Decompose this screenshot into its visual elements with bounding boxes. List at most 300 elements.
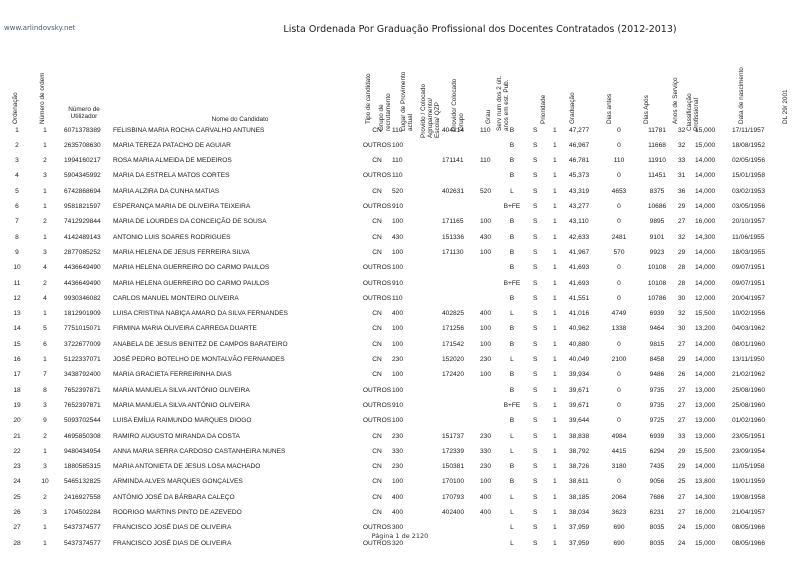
cell-dias-apos: 6939 (649, 310, 665, 318)
header-grupo-line1: Grupo de (378, 104, 385, 131)
cell-serv: S (533, 172, 538, 180)
header-numero-utilizador-line2: Utilizador (70, 113, 98, 120)
cell-graduacao: 38,838 (569, 432, 590, 440)
cell-nome: ESPERANÇA MARIA DE OLIVEIRA TEIXEIRA (113, 203, 251, 210)
cell-tipo: OUTROS (362, 172, 392, 180)
cell-dias-antes: 0 (617, 264, 621, 272)
cell-graduacao: 41,967 (569, 248, 590, 256)
cell-dias-apos: 11451 (648, 172, 666, 180)
header-tipo: Tipo de candidato (365, 73, 372, 124)
cell-data-nascimento: 19/08/1958 (732, 493, 766, 501)
cell-grau: B (509, 478, 515, 486)
site-url: www.arlindovsky.net (4, 24, 76, 32)
cell-prioridade: 1 (553, 463, 557, 471)
cell-tipo: OUTROS (362, 417, 392, 425)
cell-numero-ordem: 1 (43, 187, 47, 195)
cell-serv: S (533, 524, 538, 532)
cell-graduacao: 41,016 (569, 310, 590, 318)
cell-classificacao: 16,000 (695, 218, 716, 226)
cell-anos-servico: 27 (678, 401, 686, 409)
cell-classificacao: 14,000 (695, 279, 716, 287)
cell-nome: MARIA DE LOURDES DA CONCEIÇÃO DE SOUSA (113, 218, 267, 226)
cell-tipo: CN (372, 463, 382, 471)
cell-grupo: 430 (392, 233, 404, 241)
cell-dias-antes: 0 (617, 172, 621, 180)
cell-grupo: 300 (392, 524, 404, 532)
cell-prioridade: 1 (553, 203, 557, 210)
table-row (0, 402, 800, 417)
cell-serv: S (533, 187, 538, 195)
cell-dias-apos: 9735 (649, 386, 665, 394)
cell-provido-grupo: 230 (480, 463, 492, 471)
cell-graduacao: 41,551 (569, 294, 590, 302)
cell-ordenacao: 25 (13, 493, 21, 501)
cell-graduacao: 37,959 (569, 524, 590, 532)
cell-grau: B (509, 340, 515, 348)
cell-provido-grupo: 520 (480, 187, 492, 195)
cell-data-nascimento: 21/02/1962 (732, 371, 766, 379)
cell-ordenacao: 4 (15, 172, 19, 180)
cell-tipo: OUTROS (362, 401, 392, 409)
cell-nome: FELISBINA MARIA ROCHA CARVALHO ANTUNES (113, 126, 265, 134)
cell-ordenacao: 16 (13, 356, 21, 363)
cell-prioridade: 1 (553, 248, 557, 256)
cell-grupo: 100 (392, 218, 404, 226)
cell-tipo: OUTROS (362, 386, 392, 394)
cell-tipo: OUTROS (362, 524, 392, 532)
cell-numero-ordem: 1 (43, 310, 47, 318)
header-serv-line1: Serv num dos 2 últ. (496, 75, 503, 131)
cell-prioridade: 1 (553, 524, 557, 532)
cell-serv: S (533, 386, 538, 394)
cell-data-nascimento: 25/08/1960 (732, 401, 766, 409)
cell-nome: ANTONIO LUIS SOARES RODRIGUES (113, 233, 231, 241)
cell-tipo: CN (372, 310, 382, 318)
cell-tipo: CN (372, 356, 382, 363)
cell-numero-utilizador: 6742868694 (64, 187, 101, 195)
cell-grupo: 100 (392, 325, 404, 333)
cell-prioridade: 1 (553, 401, 557, 409)
cell-numero-ordem: 3 (43, 463, 47, 471)
cell-dias-apos: 8458 (649, 356, 665, 363)
cell-data-nascimento: 21/04/1957 (732, 509, 766, 516)
cell-anos-servico: 29 (678, 447, 686, 455)
cell-dias-apos: 10108 (647, 279, 667, 287)
cell-tipo: CN (372, 233, 382, 241)
cell-data-nascimento: 01/02/1960 (732, 417, 766, 425)
cell-serv: S (533, 356, 538, 363)
cell-dias-apos: 9735 (649, 401, 665, 409)
cell-provido-grupo: 230 (480, 432, 492, 440)
cell-classificacao: 14,000 (695, 340, 716, 348)
cell-numero-utilizador: 7652397871 (64, 386, 101, 394)
cell-numero-utilizador: 2635708630 (64, 141, 101, 149)
cell-numero-utilizador: 6071378389 (64, 126, 101, 134)
cell-classificacao: 12,000 (695, 294, 716, 302)
cell-ordenacao: 23 (13, 463, 21, 471)
cell-prioridade: 1 (553, 218, 557, 226)
cell-dias-antes: 2100 (611, 356, 627, 363)
cell-data-nascimento: 08/05/1966 (732, 539, 766, 547)
cell-anos-servico: 27 (678, 386, 686, 394)
table-row (0, 218, 800, 233)
cell-grau: B (509, 463, 515, 471)
cell-grupo: 100 (392, 478, 404, 486)
cell-data-nascimento: 11/05/1958 (732, 463, 765, 471)
cell-provido-grupo: 400 (480, 310, 492, 318)
table-row (0, 172, 800, 187)
cell-provido-grupo: 100 (480, 340, 492, 348)
cell-grau: B (509, 371, 515, 379)
cell-classificacao: 14,000 (695, 187, 716, 195)
header-numero-ordem: Número de ordem (39, 72, 46, 124)
cell-numero-ordem: 3 (43, 401, 47, 409)
cell-nome: FRANCISCO JOSÉ DIAS DE OLIVEIRA (113, 524, 232, 532)
cell-grau: L (510, 539, 514, 547)
cell-anos-servico: 27 (678, 340, 686, 348)
cell-dias-antes: 0 (617, 478, 621, 486)
cell-dias-antes: 0 (617, 417, 621, 425)
cell-numero-utilizador: 1704502284 (64, 509, 101, 516)
cell-anos-servico: 33 (678, 432, 686, 440)
cell-tipo: CN (372, 325, 382, 333)
cell-nome: ANTÓNIO JOSÉ DA BÁRBARA CALEÇO (113, 493, 235, 501)
cell-ordenacao: 15 (13, 340, 21, 348)
cell-dias-antes: 4749 (611, 310, 627, 318)
cell-provido-agrupamento: 151737 (442, 432, 465, 440)
cell-provido-agrupamento: 171141 (442, 157, 464, 165)
cell-graduacao: 42,633 (569, 233, 590, 241)
cell-grupo: 400 (392, 310, 404, 318)
table-row (0, 341, 800, 356)
cell-serv: S (533, 417, 538, 425)
cell-ordenacao: 3 (15, 157, 19, 165)
cell-classificacao: 15,500 (695, 447, 716, 455)
cell-numero-utilizador: 1812901909 (64, 310, 101, 318)
header-ordenacao: Ordenação (12, 92, 19, 124)
cell-tipo: CN (372, 478, 382, 486)
header-grupo-line2: recrutamento (385, 93, 392, 131)
cell-serv: S (533, 340, 538, 348)
cell-grupo: 100 (392, 386, 404, 394)
cell-dias-antes: 1338 (611, 325, 627, 333)
cell-serv: S (533, 141, 538, 149)
cell-dias-apos: 10108 (647, 264, 667, 272)
cell-tipo: OUTROS (362, 279, 392, 287)
cell-dias-antes: 4984 (611, 432, 627, 440)
cell-graduacao: 39,671 (569, 401, 590, 409)
cell-nome: RODRIGO MARTINS PINTO DE AZEVEDO (113, 509, 242, 516)
cell-dias-apos: 9895 (649, 218, 665, 226)
cell-dias-antes: 4653 (611, 187, 627, 195)
cell-classificacao: 13,000 (695, 386, 716, 394)
header-classificacao (686, 93, 700, 131)
cell-provido-agrupamento: 170100 (442, 478, 465, 486)
cell-ordenacao: 1 (15, 126, 19, 134)
cell-grupo: 330 (392, 447, 404, 455)
cell-tipo: OUTROS (362, 264, 392, 272)
cell-grupo: 100 (392, 264, 404, 272)
cell-anos-servico: 28 (678, 279, 686, 287)
cell-serv: S (533, 248, 538, 256)
cell-grau: B (509, 248, 515, 256)
cell-grau: L (510, 432, 514, 440)
cell-prioridade: 1 (553, 340, 557, 348)
cell-data-nascimento: 20/10/1957 (732, 218, 766, 226)
cell-dias-antes: 0 (617, 294, 621, 302)
cell-dias-apos: 9101 (649, 233, 665, 241)
cell-grau: B (509, 172, 515, 180)
table-row (0, 127, 800, 142)
cell-grau: B (509, 126, 515, 134)
cell-classificacao: 14,000 (695, 264, 716, 272)
cell-anos-servico: 28 (678, 264, 686, 272)
cell-numero-utilizador: 5465132825 (64, 478, 101, 486)
cell-graduacao: 40,880 (569, 340, 590, 348)
table-row (0, 142, 800, 157)
cell-dias-apos: 6939 (649, 432, 665, 440)
cell-data-nascimento: 18/03/1955 (732, 248, 766, 256)
cell-classificacao: 14,000 (695, 203, 716, 210)
cell-nome: LUISA CRISTINA NABIÇA AMARO DA SILVA FERNANDES (113, 310, 288, 318)
cell-provido-grupo: 110 (480, 126, 491, 134)
cell-grau: L (510, 493, 514, 501)
cell-provido-grupo: 430 (480, 233, 492, 241)
cell-anos-servico: 24 (678, 539, 686, 547)
cell-tipo: OUTROS (362, 539, 392, 547)
cell-numero-ordem: 4 (43, 264, 47, 272)
cell-numero-ordem: 2 (43, 157, 47, 165)
cell-provido-agrupamento: 402400 (442, 509, 465, 516)
cell-classificacao: 13,000 (695, 432, 716, 440)
header-lugar-line2: actual (407, 113, 414, 131)
header-dias-apos: Dias Após (643, 95, 650, 124)
cell-nome: MARIA HELENA DE JESUS FERREIRA SILVA (113, 248, 250, 256)
cell-numero-utilizador: 2416927558 (64, 493, 101, 501)
cell-anos-servico: 29 (678, 463, 686, 471)
cell-numero-utilizador: 7751015071 (64, 325, 101, 333)
cell-serv: S (533, 126, 538, 134)
cell-nome: FIRMINA MARIA OLIVEIRA CARREGA DUARTE (113, 325, 257, 333)
cell-numero-utilizador: 3438792400 (64, 371, 101, 379)
cell-grupo: 110 (392, 172, 403, 180)
cell-dias-apos: 10686 (647, 203, 667, 210)
cell-dias-apos: 8035 (649, 524, 665, 532)
cell-nome: MARIA ANTONIETA DE JESUS LOSA MACHADO (113, 463, 261, 471)
cell-grupo: 400 (392, 509, 404, 516)
table-row (0, 417, 800, 432)
cell-ordenacao: 24 (13, 478, 21, 486)
cell-dias-apos: 8035 (649, 539, 665, 547)
cell-grupo: 230 (392, 463, 404, 471)
cell-numero-ordem: 6 (43, 340, 47, 348)
header-provido-agr-line1: Provido / Colocado (420, 84, 427, 138)
table-row (0, 448, 800, 463)
cell-dias-antes: 0 (617, 218, 621, 226)
cell-classificacao: 16,000 (695, 509, 716, 516)
cell-dias-apos: 8375 (649, 187, 665, 195)
cell-tipo: CN (372, 493, 382, 501)
cell-dias-apos: 11910 (648, 157, 666, 165)
cell-classificacao: 13,800 (695, 478, 716, 486)
cell-prioridade: 1 (553, 126, 557, 134)
cell-grupo: 100 (392, 417, 404, 425)
cell-classificacao: 13,200 (695, 325, 716, 333)
cell-tipo: CN (372, 447, 382, 455)
cell-prioridade: 1 (553, 187, 557, 195)
cell-tipo: CN (372, 432, 382, 440)
cell-grupo: 320 (392, 539, 404, 547)
cell-ordenacao: 21 (13, 432, 21, 440)
cell-anos-servico: 29 (678, 203, 686, 210)
cell-classificacao: 14,000 (695, 463, 716, 471)
cell-prioridade: 1 (553, 264, 557, 272)
cell-dias-apos: 9056 (649, 478, 665, 486)
table-row (0, 325, 800, 340)
cell-numero-ordem: 2 (43, 279, 47, 287)
cell-grau: B (509, 294, 515, 302)
cell-data-nascimento: 02/05/1956 (732, 157, 766, 165)
table-row (0, 310, 800, 325)
cell-provido-agrupamento: 172339 (442, 447, 465, 455)
cell-nome: ROSA MARIA ALMEIDA DE MEDEIROS (113, 157, 232, 165)
cell-grupo: 230 (392, 356, 404, 363)
header-provido-grupo (451, 79, 465, 131)
cell-serv: S (533, 493, 538, 501)
cell-dias-antes: 0 (617, 340, 621, 348)
cell-classificacao: 15,000 (695, 126, 716, 134)
cell-numero-ordem: 7 (43, 371, 47, 379)
cell-grupo: 100 (392, 248, 404, 256)
cell-numero-ordem: 4 (43, 294, 47, 302)
cell-anos-servico: 36 (678, 187, 686, 195)
cell-grau: B (509, 417, 515, 425)
cell-numero-ordem: 3 (43, 509, 47, 516)
header-anos-servico: Anos de Serviço (672, 77, 679, 124)
cell-anos-servico: 32 (678, 233, 686, 241)
header-graduacao: Graduação (569, 92, 576, 124)
cell-grau: B (509, 264, 515, 272)
header-dias-antes: Dias antes (606, 93, 613, 124)
cell-provido-grupo: 100 (480, 218, 492, 226)
cell-provido-grupo: 100 (480, 248, 492, 256)
cell-tipo: OUTROS (362, 203, 392, 210)
cell-prioridade: 1 (553, 172, 557, 180)
cell-grupo: 520 (392, 187, 404, 195)
header-provido-agr-line2: Agrupamento/ (427, 97, 434, 138)
cell-ordenacao: 18 (13, 386, 21, 394)
cell-graduacao: 47,277 (569, 126, 590, 134)
cell-graduacao: 38,726 (569, 463, 590, 471)
cell-provido-agrupamento: 172420 (442, 371, 465, 379)
cell-provido-agrupamento: 170793 (442, 493, 465, 501)
cell-dias-antes: 0 (617, 371, 621, 379)
cell-grupo: 230 (392, 432, 404, 440)
cell-grau: B (509, 141, 515, 149)
cell-serv: S (533, 279, 538, 287)
cell-nome: MARIA DA ESTRELA MATOS CORTES (113, 172, 230, 180)
cell-prioridade: 1 (553, 447, 557, 455)
cell-numero-utilizador: 4436649490 (64, 264, 101, 272)
cell-numero-utilizador: 2877085252 (64, 248, 101, 256)
cell-provido-agrupamento: 402631 (442, 187, 465, 195)
cell-dias-antes: 0 (617, 203, 621, 210)
cell-graduacao: 39,934 (569, 371, 590, 379)
cell-dias-apos: 10786 (647, 294, 667, 302)
cell-data-nascimento: 11/06/1955 (732, 233, 765, 241)
cell-classificacao: 15,000 (695, 141, 716, 149)
cell-provido-agrupamento: 171165 (442, 218, 464, 226)
cell-data-nascimento: 09/07/1951 (732, 264, 766, 272)
cell-grau: L (510, 447, 514, 455)
cell-numero-ordem: 1 (43, 524, 47, 532)
cell-grau: B (509, 218, 515, 226)
cell-ordenacao: 14 (13, 325, 21, 333)
table-row (0, 509, 800, 524)
cell-graduacao: 46,967 (569, 141, 590, 149)
cell-grupo: 100 (392, 340, 404, 348)
cell-serv: S (533, 294, 538, 302)
cell-dias-antes: 0 (617, 279, 621, 287)
cell-provido-grupo: 100 (480, 478, 492, 486)
cell-graduacao: 38,034 (569, 509, 590, 516)
cell-serv: S (533, 371, 538, 379)
cell-prioridade: 1 (553, 294, 557, 302)
cell-ordenacao: 6 (15, 203, 19, 210)
cell-provido-agrupamento: 402825 (442, 310, 465, 318)
cell-data-nascimento: 09/07/1951 (732, 279, 766, 287)
cell-anos-servico: 32 (678, 126, 686, 134)
cell-grupo: 400 (392, 493, 404, 501)
table-row (0, 433, 800, 448)
table-row (0, 157, 800, 172)
header-numero-utilizador (64, 106, 104, 120)
cell-ordenacao: 22 (13, 447, 21, 455)
cell-graduacao: 38,185 (569, 493, 590, 501)
table-row (0, 371, 800, 386)
cell-prioridade: 1 (553, 386, 557, 394)
cell-nome: ARMINDA ALVES MARQUES GONÇALVES (113, 478, 243, 486)
cell-graduacao: 38,792 (569, 447, 590, 455)
cell-provido-grupo: 100 (480, 371, 492, 379)
table-row (0, 387, 800, 402)
cell-classificacao: 15,000 (695, 539, 716, 547)
cell-anos-servico: 31 (678, 172, 686, 180)
cell-grupo: 110 (392, 126, 403, 134)
cell-graduacao: 45,373 (569, 172, 590, 180)
cell-provido-agrupamento: 404214 (442, 126, 465, 134)
cell-graduacao: 41,693 (569, 279, 590, 287)
cell-anos-servico: 33 (678, 157, 686, 165)
cell-classificacao: 13,000 (695, 401, 716, 409)
table-row (0, 463, 800, 478)
cell-graduacao: 37,959 (569, 539, 590, 547)
cell-numero-ordem: 10 (41, 478, 49, 486)
cell-provido-agrupamento: 151336 (442, 233, 465, 241)
cell-nome: ANABELA DE JESUS BENITEZ DE CAMPOS BARATEIRO (113, 340, 288, 348)
cell-classificacao: 14,000 (695, 356, 716, 363)
cell-provido-grupo: 330 (480, 447, 492, 455)
page-title: Lista Ordenada Por Graduação Profissional dos Docentes Contratados (2012-2013) (283, 24, 677, 35)
cell-nome: MARIA MANUELA SILVA ANTÓNIO OLIVEIRA (113, 386, 250, 394)
cell-serv: S (533, 310, 538, 318)
cell-dias-antes: 2064 (611, 493, 627, 501)
header-serv-line2: anos em est. Pub. (503, 79, 510, 131)
cell-numero-ordem: 5 (43, 325, 47, 333)
cell-provido-agrupamento: 171130 (442, 248, 464, 256)
cell-data-nascimento: 25/08/1960 (732, 386, 766, 394)
cell-nome: MARIA MANUELA SILVA ANTÓNIO OLIVEIRA (113, 401, 250, 409)
